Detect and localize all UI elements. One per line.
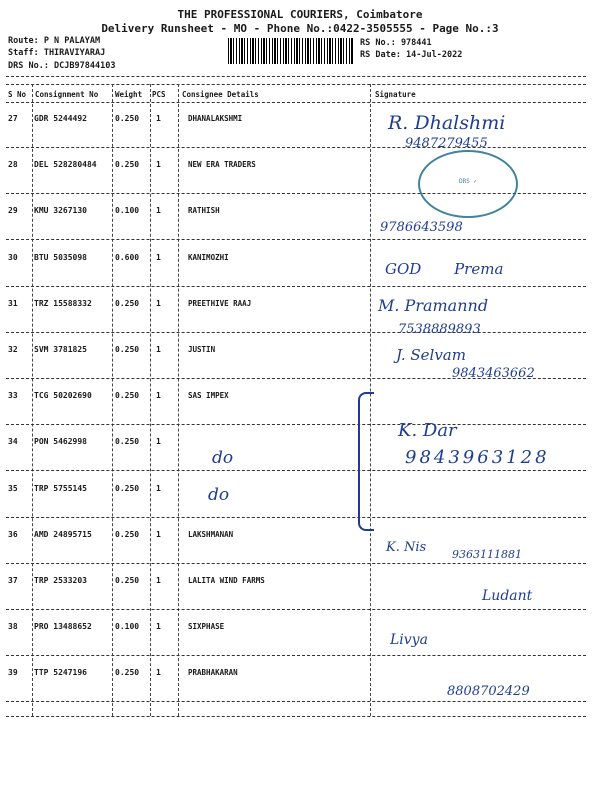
row-pcs: 1 xyxy=(156,160,161,170)
row-consignee: SIXPHASE xyxy=(188,622,225,632)
row-consignee: LALITA WIND FARMS xyxy=(188,576,265,585)
signature-r27: R. Dhalshmi xyxy=(388,112,506,134)
row-consignment: TTP 5247196 xyxy=(34,668,87,678)
row-pcs: 1 xyxy=(156,622,161,632)
row-consignment: PON 5462998 xyxy=(34,437,87,447)
row-divider xyxy=(6,147,586,148)
row-consignment: TRZ 15588332 xyxy=(34,298,92,308)
signature-r32: J. Selvam xyxy=(396,346,466,364)
signature-r30: GOD Prema xyxy=(385,260,504,278)
row-consignment: DEL 528280484 xyxy=(34,160,97,170)
rs-date: RS Date: 14-Jul-2022 xyxy=(360,50,463,60)
header-divider-top xyxy=(6,76,586,77)
row-weight: 0.250 xyxy=(115,160,140,170)
row-consignment: AMD 24895715 xyxy=(34,529,92,539)
row-pcs: 1 xyxy=(156,529,161,539)
row-divider xyxy=(6,332,586,333)
row-consignee: PRABHAKARAN xyxy=(188,668,238,678)
row-consignee: SAS IMPEX xyxy=(188,391,229,401)
row-sno: 29 xyxy=(8,206,18,216)
phone-r32: 9843463662 xyxy=(452,366,535,381)
row-pcs: 1 xyxy=(156,206,161,216)
delivery-stamp: DRS ✓ xyxy=(418,150,518,218)
row-sno: 31 xyxy=(8,298,18,308)
row-weight: 0.600 xyxy=(115,252,140,262)
row-divider xyxy=(6,701,586,702)
row-consignment: PRO 13488652 xyxy=(34,622,92,632)
table-row xyxy=(0,299,600,345)
row-weight: 0.250 xyxy=(115,114,140,123)
row-sno: 38 xyxy=(8,622,18,632)
row-weight: 0.250 xyxy=(115,483,140,493)
row-pcs: 1 xyxy=(156,345,161,354)
row-sno: 27 xyxy=(8,114,18,123)
signature-r36: K. Nis xyxy=(386,540,427,555)
row-sno: 37 xyxy=(8,576,18,585)
row-pcs: 1 xyxy=(156,668,161,678)
row-consignment: BTU 5035098 xyxy=(34,252,87,262)
row-divider xyxy=(6,424,586,425)
col-header-sno: S No xyxy=(8,90,27,99)
col-header-pcs: PCS xyxy=(152,90,166,99)
row-weight: 0.250 xyxy=(115,668,140,678)
runsheet-subtitle: Delivery Runsheet - MO - Phone No.:0422-3505555 - Page No.:3 xyxy=(101,22,499,35)
row-consignment: SVM 3781825 xyxy=(34,345,87,354)
route-label: Route: P N PALAYAM xyxy=(8,36,101,46)
row-sno: 35 xyxy=(8,483,18,493)
row-pcs: 1 xyxy=(156,576,161,585)
phone-r34: 9843963128 xyxy=(405,447,550,468)
col-header-details: Consignee Details xyxy=(182,90,259,99)
table-row xyxy=(0,484,600,530)
row-consignee: LAKSHMANAN xyxy=(188,529,234,539)
table-row xyxy=(0,253,600,299)
company-title: THE PROFESSIONAL COURIERS, Coimbatore xyxy=(177,8,423,21)
row-weight: 0.250 xyxy=(115,345,140,354)
row-sno: 34 xyxy=(8,437,18,447)
col-header-weight: Weight xyxy=(115,90,143,99)
row-pcs: 1 xyxy=(156,437,161,447)
row-divider xyxy=(6,609,586,610)
row-consignment: KMU 3267130 xyxy=(34,206,87,216)
col-header-signature: Signature xyxy=(375,90,416,99)
table-row xyxy=(0,391,600,437)
row-sno: 28 xyxy=(8,160,18,170)
drs-number: DRS No.: DCJB97844103 xyxy=(8,61,116,71)
signature-r33: K. Dar xyxy=(398,420,457,441)
row-weight: 0.250 xyxy=(115,298,140,308)
col-header-consignment: Consignment No xyxy=(35,90,99,99)
row-weight: 0.250 xyxy=(115,391,140,401)
signature-r31: M. Pramannd xyxy=(378,296,489,315)
row-consignment: TCG 50202690 xyxy=(34,391,92,401)
phone-r27: 9487279455 xyxy=(405,136,488,151)
row-divider xyxy=(6,655,586,656)
row-pcs: 1 xyxy=(156,114,161,123)
row-sno: 36 xyxy=(8,529,18,539)
row-sno: 33 xyxy=(8,391,18,401)
table-row xyxy=(0,114,600,160)
ditto-mark-r35: do xyxy=(208,485,230,505)
row-pcs: 1 xyxy=(156,298,161,308)
row-sno: 30 xyxy=(8,252,18,262)
row-weight: 0.100 xyxy=(115,206,140,216)
signature-r37: Ludant xyxy=(482,588,533,604)
table-row xyxy=(0,206,600,252)
row-divider xyxy=(6,470,586,471)
row-sno: 39 xyxy=(8,668,18,678)
rs-number: RS No.: 978441 xyxy=(360,38,432,48)
row-consignee: RATHISH xyxy=(188,206,220,216)
row-pcs: 1 xyxy=(156,252,161,262)
row-consignee: KANIMOZHI xyxy=(188,252,229,262)
ditto-mark-r34: do xyxy=(212,448,234,468)
row-weight: 0.250 xyxy=(115,576,140,585)
phone-r36: 9363111881 xyxy=(452,548,522,561)
row-consignee: NEW ERA TRADERS xyxy=(188,160,256,170)
table-row xyxy=(0,622,600,668)
staff-label: Staff: THIRAVIYARAJ xyxy=(8,48,106,58)
row-divider xyxy=(6,286,586,287)
signature-r38: Livya xyxy=(390,632,428,648)
row-weight: 0.250 xyxy=(115,437,140,447)
row-pcs: 1 xyxy=(156,391,161,401)
row-consignee: DHANALAKSHMI xyxy=(188,114,243,123)
row-consignee: JUSTIN xyxy=(188,345,216,354)
row-weight: 0.250 xyxy=(115,529,140,539)
barcode-image xyxy=(228,38,354,64)
phone-r29: 9786643598 xyxy=(380,220,463,235)
row-divider xyxy=(6,517,586,518)
phone-r31: 7538889893 xyxy=(398,322,481,337)
footer-divider xyxy=(6,716,586,717)
row-divider xyxy=(6,563,586,564)
row-consignee: PREETHIVE RAAJ xyxy=(188,298,252,308)
signature-bracket xyxy=(358,392,374,531)
row-divider xyxy=(6,239,586,240)
row-consignment: TRP 5755145 xyxy=(34,483,87,493)
row-consignment: GDR 5244492 xyxy=(34,114,87,123)
phone-r39: 8808702429 xyxy=(447,684,530,699)
row-pcs: 1 xyxy=(156,483,161,493)
header-divider-bottom xyxy=(6,102,586,103)
row-weight: 0.100 xyxy=(115,622,140,632)
header-divider-mid xyxy=(6,84,586,85)
row-consignment: TRP 2533203 xyxy=(34,576,87,585)
row-sno: 32 xyxy=(8,345,18,354)
